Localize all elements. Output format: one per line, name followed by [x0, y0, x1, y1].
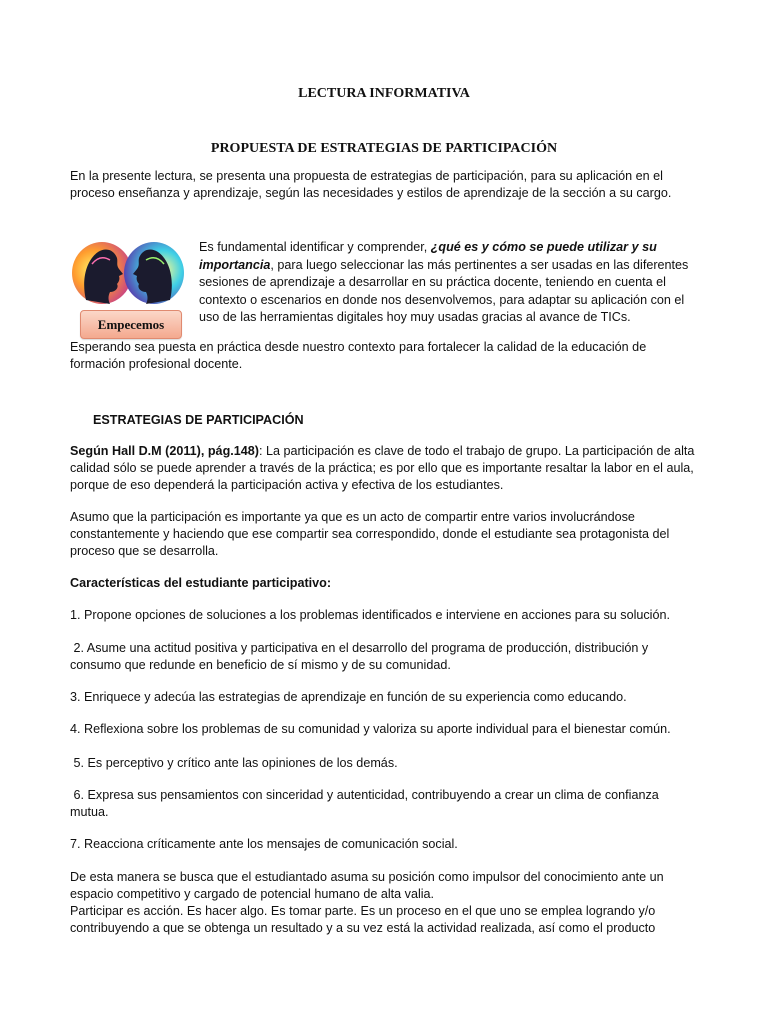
closing-paragraph-2: Participar es acción. Es hacer algo. Es tomar parte. Es un proceso en el que uno se emplea logrando y/o contribuyendo a que se obtenga un resultado y a su vez está la actividad realizada, así como el producto — [70, 904, 656, 935]
document-subtitle: PROPUESTA DE ESTRATEGIAS DE PARTICIPACIÓN — [210, 141, 558, 156]
two-faces-illustration — [72, 240, 184, 306]
list-item-1: 1. Propone opciones de soluciones a los problemas identificados e interviene en acciones para su solución. — [70, 608, 670, 622]
side-paragraph — [199, 239, 704, 327]
section-heading: ESTRATEGIAS DE PARTICIPACIÓN — [93, 413, 304, 427]
citation-paragraph — [70, 443, 700, 494]
hope-paragraph: Esperando sea puesta en práctica desde nuestro contexto para fortalecer la calidad de la educación de formación profesional docente. — [70, 340, 647, 371]
closing-paragraph-1: De esta manera se busca que el estudiantado asuma su posición como impulsor del conocimiento ante un espacio competitivo y cargado de potencial humano de alta valia. — [70, 870, 664, 901]
citation-rest: : La participación es clave de todo el trabajo de grupo. La participación de alta calidad sólo se puede aprender a través de la práctica; es por ello que es importante resaltar la labor en el aula, porque de eso dependerá la participación activa y efectiva de los estudiantes. — [70, 444, 695, 492]
list-item-3: 3. Enriquece y adecúa las estrategias de aprendizaje en función de su experiencia como educando. — [70, 690, 627, 704]
list-item-7: 7. Reacciona críticamente ante los mensajes de comunicación social. — [70, 837, 458, 851]
list-item-6: 6. Expresa sus pensamientos con sinceridad y autenticidad, contribuyendo a crear un clima de confianza mutua. — [70, 788, 663, 819]
list-item-5: 5. Es perceptivo y crítico ante las opiniones de los demás. — [70, 756, 398, 770]
side-text-rest: , para luego seleccionar las más pertinentes a ser usadas en las diferentes sesiones de aprendizaje a desarrollar en su práctica docente, teniendo en cuenta el contexto o escenarios en donde nos desenvolvemos, para adaptar su aplicación con el uso de las herramientas digitales hoy muy usadas gracias al avance de TICs. — [199, 257, 689, 325]
characteristics-heading: Características del estudiante participativo: — [70, 576, 332, 590]
list-item-4: 4. Reflexiona sobre los problemas de su comunidad y valoriza su aporte individual para el bienestar común. — [70, 722, 671, 736]
side-text-question: ¿qué es y cómo se puede utilizar y su importancia — [199, 240, 657, 272]
list-item-2: 2. Asume una actitud positiva y participativa en el desarrollo del programa de producción, distribución y consumo que redunde en beneficio de sí mismo y de su comunidad. — [70, 641, 652, 672]
intro-paragraph: En la presente lectura, se presenta una propuesta de estrategias de participación, para su aplicación en el proceso enseñanza y aprendizaje, según las necesidades y estilos de aprendizaje de la sección a su cargo. — [70, 169, 672, 200]
start-button[interactable]: Empecemos — [80, 310, 182, 339]
citation-lead: Según Hall D.M (2011), pág.148) — [70, 444, 259, 458]
document-title: LECTURA INFORMATIVA — [298, 86, 470, 101]
side-text-lead: Es fundamental identificar y comprender, — [199, 240, 431, 254]
assume-paragraph: Asumo que la participación es importante ya que es un acto de compartir entre varios involucrándose constantemente y haciendo que ese compartir sea correspondido, donde el estudiante sea protagonista del proceso que se desarrolla. — [70, 510, 670, 558]
